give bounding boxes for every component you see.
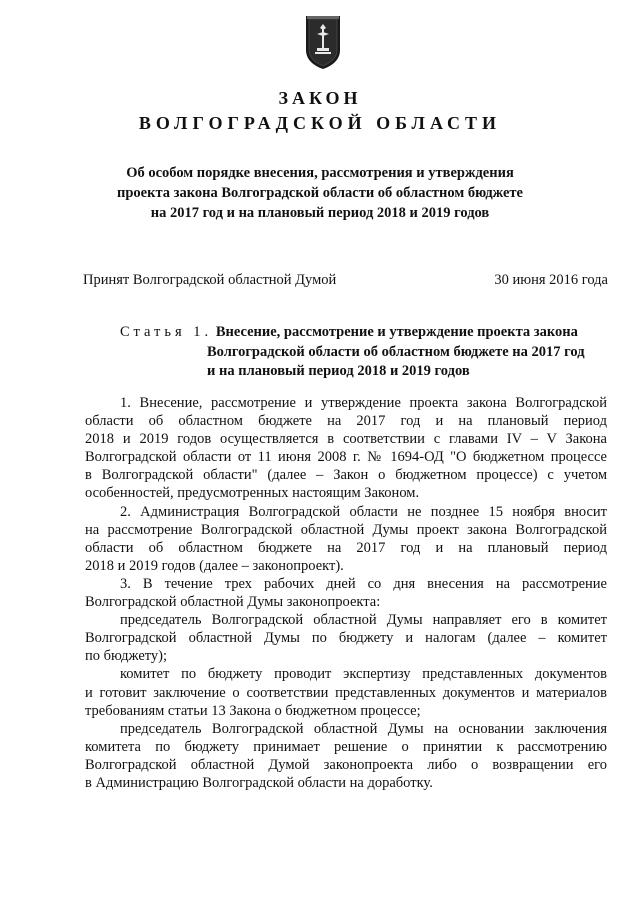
adopted-by: Принят Волгоградской областной Думой <box>83 272 337 288</box>
body-line: 2. Администрация Волгоградской области не позднее 15 ноября вносит <box>120 503 607 520</box>
article-heading-row <box>120 323 610 343</box>
body-line: области об областном бюджете на 2017 год и на плановый период <box>85 413 607 430</box>
body-line: 3. В течение трех рабочих дней со дня внесения на рассмотрение <box>120 575 607 592</box>
subject-line: на 2017 год и на плановый период 2018 и 2019 годов <box>150 205 490 221</box>
article-heading-line: и на плановый период 2018 и 2019 годов <box>207 363 470 379</box>
body-line: и готовит заключение о соответствии представленных документов и материалов <box>85 684 607 701</box>
volgograd-coat-of-arms-icon <box>304 14 342 70</box>
article-heading <box>120 323 610 382</box>
body-line: комитет по бюджету проводит экспертизу представленных документов <box>120 666 607 683</box>
law-subject <box>60 163 580 223</box>
body-line: 1. Внесение, рассмотрение и утверждение проекта закона Волгоградской <box>120 395 607 411</box>
body-line: Волгоградской областной Думой законопроекта либо о возвращении его <box>85 756 607 773</box>
body-line: по бюджету); <box>85 648 168 665</box>
body-line: 2018 и 2019 годов (далее – законопроект). <box>85 557 344 574</box>
adoption-date: 30 июня 2016 года <box>494 272 608 288</box>
body-line: председатель Волгоградской областной Думы на основании заключения <box>120 720 607 737</box>
article-heading-line: Волгоградской области об областном бюджете на 2017 год <box>207 343 585 360</box>
article-body <box>85 394 607 792</box>
law-region: ВОЛГОГРАДСКОЙ ОБЛАСТИ <box>138 113 502 133</box>
body-line: особенностей, предусмотренных настоящим Законом. <box>85 485 420 502</box>
subject-line: Об особом порядке внесения, рассмотрения и утверждения <box>126 165 514 181</box>
body-line: Волгоградской области от 11 июня 2008 г. № 1694-ОД "О бюджетном процессе <box>85 449 607 466</box>
law-title: ЗАКОН <box>278 88 362 108</box>
article-heading-line: Внесение, рассмотрение и утверждение проекта закона <box>215 324 578 340</box>
body-line: Волгоградской областной Думы по бюджету и налогам (далее – комитет <box>85 630 607 647</box>
body-line: на рассмотрение Волгоградской областной Думы проект закона Волгоградской <box>85 521 607 538</box>
body-line: комитета по бюджету принимает решение о принятии к рассмотрению <box>85 738 607 755</box>
body-line: 2018 и 2019 годов осуществляется в соответствии с главами IV – V Закона <box>85 431 607 448</box>
body-line: области об областном бюджете на 2017 год и на плановый период <box>85 539 607 556</box>
body-line: в Администрацию Волгоградской области на доработку. <box>85 774 433 791</box>
body-line: в Волгоградской области" (далее – Закон о бюджетном процессе) с учетом <box>85 467 607 484</box>
article-label: Статья 1. <box>120 324 213 340</box>
subject-line: проекта закона Волгоградской области об областном бюджете <box>116 185 523 201</box>
body-line: председатель Волгоградской областной Думы направляет его в комитет <box>120 612 607 629</box>
body-line: Волгоградской областной Думы законопроекта: <box>85 594 381 611</box>
body-line: требованиям статьи 13 Закона о бюджетном процессе; <box>85 702 421 719</box>
